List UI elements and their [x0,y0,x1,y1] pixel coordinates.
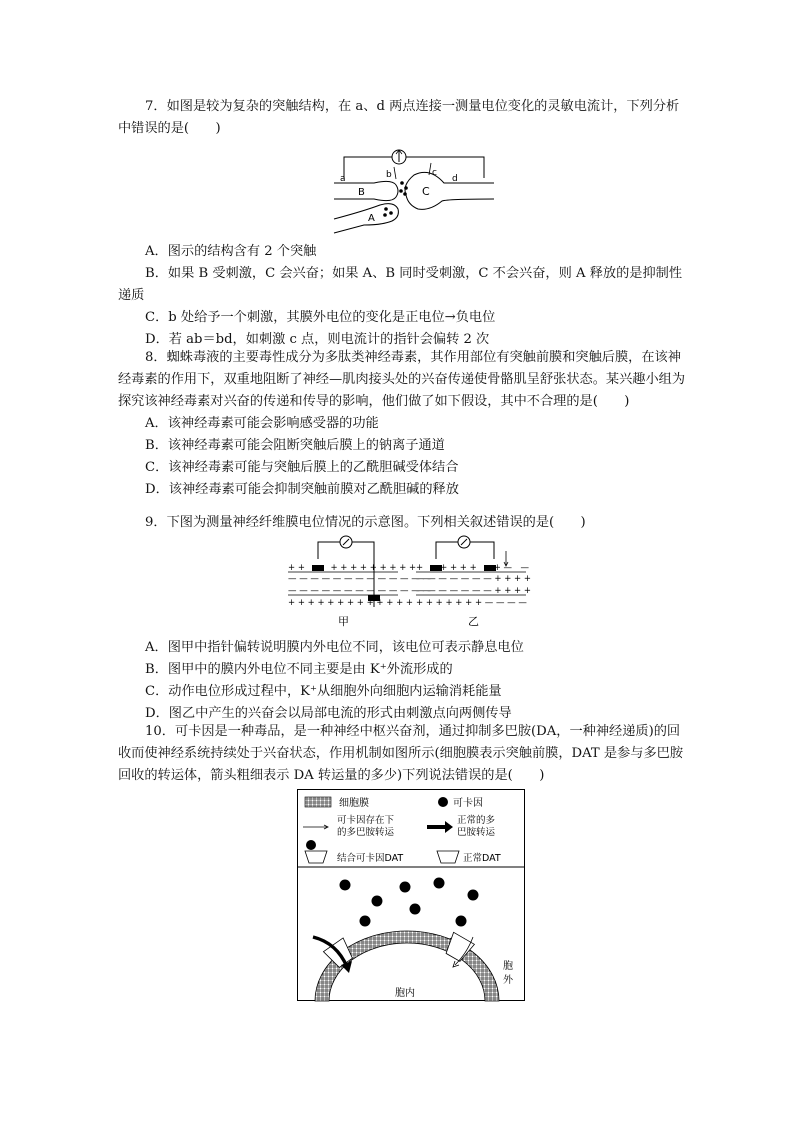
normal-dat-icon [437,851,459,863]
neuron-c [405,172,494,209]
legend-cocaine: 可卡因 [453,798,483,809]
yi-row-3: — — — — — — — + + + + [416,586,532,596]
legend-thick-arrow-line1: 正常的多 [457,815,496,826]
cocaine-legend-icon [438,797,448,807]
q8-stem: 8．蜘蛛毒液的主要毒性成分为多肽类神经毒素，其作用部位有突触前膜和突触后膜，在该神经毒素的作用下，双重地阻断了神经—肌肉接头处的兴奋传递使骨骼肌呈舒张状态。某兴趣小组为探究该神经毒素对兴奋的传递和传导的影响，他们做了如下假设，其中不合理的是( ) [118,350,686,409]
question-8 [118,347,686,501]
question-7 [118,96,686,140]
membrane-figure-jia [288,535,431,628]
q9-option-c: C．动作电位形成过程中，K⁺从细胞外向细胞内运输消耗能量 [145,684,502,699]
label-b: b [386,170,392,180]
legend-thin-arrow-line1: 可卡因存在下 [337,815,395,826]
question-10 [118,721,686,787]
neuron-a [334,204,398,233]
label-A: A [368,213,375,224]
membrane-legend-swatch [305,797,331,807]
legend-thin-arrow-line2: 的多巴胺转运 [337,827,395,838]
q8-option-b: B．该神经毒素可能会阻断突触后膜上的钠离子通道 [145,438,445,453]
cocaine-mechanism-diagram [297,789,525,1001]
yi-row-2: — — — — — — — + + + + [416,574,532,584]
yi-label: 乙 [468,615,479,628]
jia-row-2: — — — — — — — — — — — — — [288,574,431,584]
q7-stem: 7．如图是较为复杂的突触结构，在 a、d 两点连接一测量电位变化的灵敏电流计，下列分析中错误的是( ) [118,99,680,136]
question-9 [118,512,686,534]
neuron-b [334,181,398,200]
q7-option-d: D．若 ab＝bd，如刺激 c 点，则电流计的指针会偏转 2 次 [145,332,490,347]
bound-dat-icon [305,851,327,863]
q9-option-b: B．图甲中的膜内外电位不同主要是由 K⁺外流形成的 [145,662,453,677]
q8-option-a: A．该神经毒素可能会影响感受器的功能 [145,416,379,431]
label-a: a [340,174,346,184]
q9-option-a: A．图甲中指针偏转说明膜内外电位不同，该电位可表示静息电位 [145,640,524,655]
q7-options [118,241,686,351]
jia-label: 甲 [338,615,349,628]
q9-options [118,637,686,725]
legend-bound-dat: 结合可卡因DAT [337,853,404,864]
legend-normal-dat: 正常DAT [463,853,501,864]
yi-row-1: + + + + + + — — [416,563,530,573]
jia-row-3: — — — — — — — — — — — — — [288,586,431,596]
label-outside-2: 外 [503,975,513,986]
label-inside: 胞内 [395,988,415,999]
q9-option-d: D．图乙中产生的兴奋会以局部电流的形式由刺激点向两侧传导 [145,706,512,721]
q10-stem: 10．可卡因是一种毒品，是一种神经中枢兴奋剂，通过抑制多巴胺(DA，一种神经递质)的回收而使神经系统持续处于兴奋状态，作用机制如图所示(细胞膜表示突触前膜，DAT 是参与多巴胺回收的转运体，箭头粗细表示 DA 转运量的多少)下列说法错误的是( ) [118,724,684,783]
legend-thick-arrow-line2: 巴胺转运 [457,827,496,838]
jia-row-4: + + + + + + + + + + + + + [288,598,414,608]
jia-row-1: + + + + + + + + + + + [288,563,417,573]
label-c: c [432,168,437,178]
q7-option-c: C．b 处给予一个刺激，其膜外电位的变化是正电位→负电位 [145,310,496,325]
label-B: B [358,187,365,198]
label-d: d [452,174,458,184]
synapse-diagram [334,145,494,233]
legend-membrane: 细胞膜 [339,798,369,809]
q7-option-a: A．图示的结构含有 2 个突触 [145,244,317,259]
label-C: C [422,185,430,198]
yi-row-4: + + + + + + + — — — — [416,598,527,608]
q8-option-d: D．该神经毒素可能会抑制突触前膜对乙酰胆碱的释放 [145,482,459,497]
q8-option-c: C．该神经毒素可能与突触后膜上的乙酰胆碱受体结合 [145,460,459,475]
vesicles [383,181,408,217]
membrane-figure-yi [416,535,532,628]
label-outside-1: 胞 [503,961,513,972]
q7-option-b: B．如果 B 受刺激，C 会兴奋；如果 A、B 同时受刺激，C 不会兴奋，则 A 释放的是抑制性递质 [118,266,683,303]
q9-stem: 9．下图为测量神经纤维膜电位情况的示意图。下列相关叙述错误的是( ) [145,515,586,530]
